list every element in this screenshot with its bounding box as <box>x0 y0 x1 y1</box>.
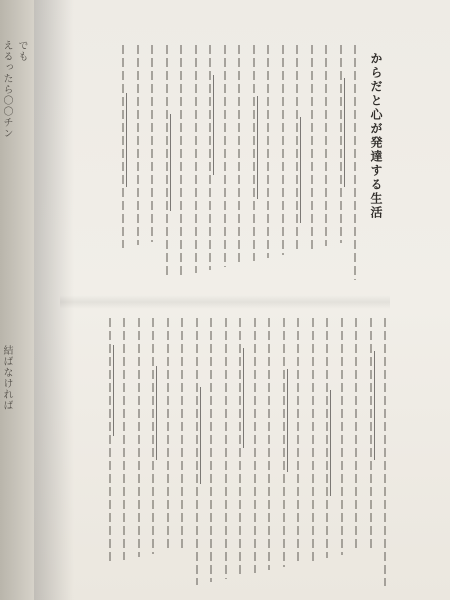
page-fold <box>60 295 390 309</box>
handwritten-underline <box>170 114 171 211</box>
text-column-placeholder <box>238 45 240 264</box>
handwritten-underline <box>113 345 114 436</box>
text-column-placeholder <box>268 318 270 570</box>
text-column-placeholder <box>253 45 255 261</box>
handwritten-underline <box>126 93 127 187</box>
upper-text-block <box>110 45 360 280</box>
handwritten-underline <box>287 369 288 472</box>
text-column-placeholder <box>152 318 154 554</box>
section-heading: からだと心が発達する生活 <box>369 52 383 220</box>
text-column-placeholder <box>370 318 372 549</box>
text-column-placeholder <box>122 45 124 248</box>
text-column-placeholder <box>109 318 111 563</box>
text-column-placeholder <box>167 318 169 551</box>
text-column-placeholder <box>325 45 327 246</box>
handwritten-underline <box>213 75 214 175</box>
text-column-placeholder <box>151 45 153 242</box>
previous-page-edge <box>0 0 34 600</box>
handwritten-underline <box>374 351 375 460</box>
handwritten-underline <box>300 117 301 223</box>
text-column-placeholder <box>210 318 212 582</box>
handwritten-underline <box>330 390 331 496</box>
text-column-placeholder <box>180 45 182 276</box>
handwritten-underline <box>344 78 345 187</box>
text-column-placeholder <box>267 45 269 258</box>
handwritten-underline <box>257 96 258 199</box>
text-column-placeholder <box>138 318 140 557</box>
text-column-placeholder <box>196 318 198 585</box>
text-column-placeholder <box>311 45 313 249</box>
text-column-placeholder <box>254 318 256 573</box>
text-column-placeholder <box>384 318 386 586</box>
handwritten-underline <box>156 366 157 460</box>
text-column-placeholder <box>209 45 211 270</box>
text-column-placeholder <box>195 45 197 273</box>
text-column-placeholder <box>283 318 285 567</box>
text-column-placeholder <box>341 318 343 555</box>
text-column-placeholder <box>239 318 241 576</box>
left-page-text-line: 結ばなければ <box>1 345 12 411</box>
text-column-placeholder <box>355 318 357 552</box>
handwritten-underline <box>243 348 244 448</box>
text-column-placeholder <box>326 318 328 558</box>
text-column-placeholder <box>225 318 227 579</box>
text-column-placeholder <box>166 45 168 279</box>
text-column-placeholder <box>354 45 356 280</box>
left-page-text-line: でも <box>16 40 27 62</box>
handwritten-underline <box>200 387 201 484</box>
text-column-placeholder <box>123 318 125 560</box>
lower-text-block <box>90 318 390 586</box>
text-column-placeholder <box>340 45 342 243</box>
text-column-placeholder <box>137 45 139 245</box>
text-column-placeholder <box>297 318 299 564</box>
text-column-placeholder <box>282 45 284 255</box>
text-column-placeholder <box>224 45 226 267</box>
text-column-placeholder <box>312 318 314 561</box>
left-page-text-line: えるったら〇〇チン <box>1 40 12 139</box>
text-column-placeholder <box>181 318 183 548</box>
text-column-placeholder <box>296 45 298 252</box>
